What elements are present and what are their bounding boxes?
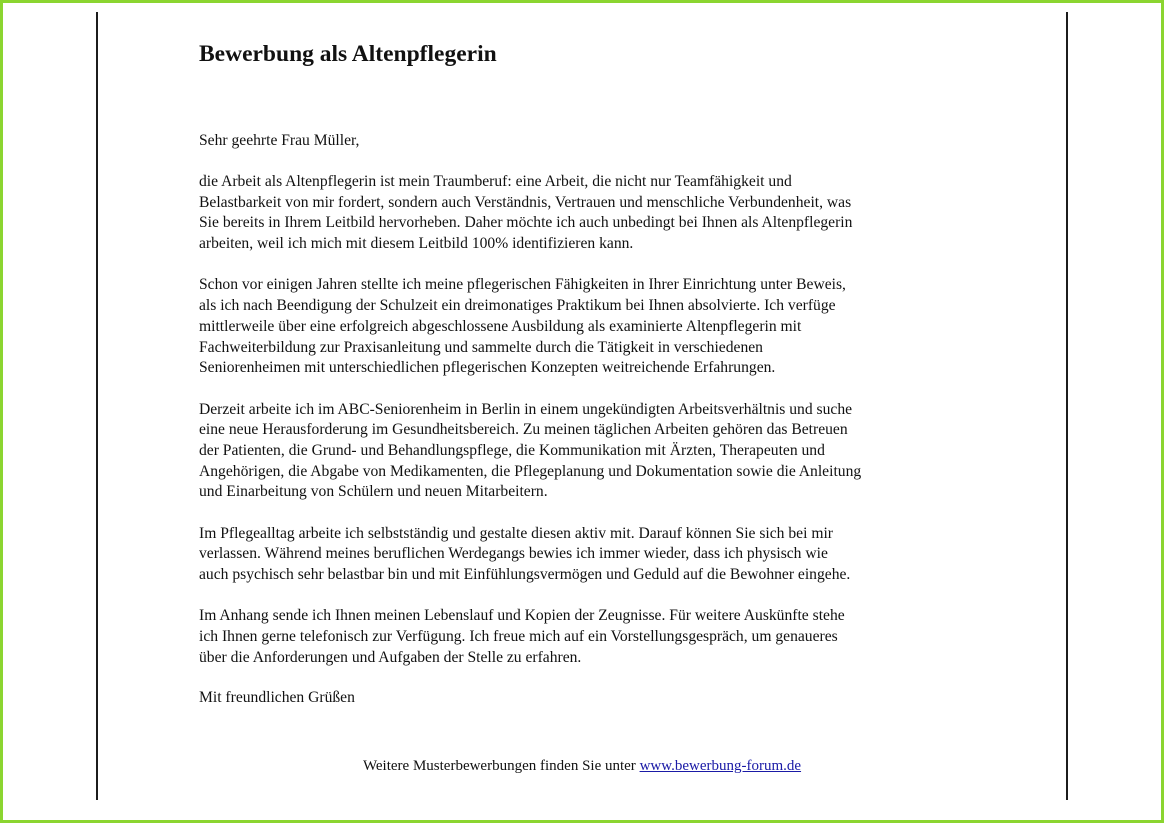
text-line: und Einarbeitung von Schülern und neuen Mitarbeitern.: [199, 483, 548, 501]
paragraph-5: [199, 606, 979, 668]
letter-title: Bewerbung als Altenpflegerin: [199, 41, 497, 67]
text-line: eine neue Herausforderung im Gesundheitsbereich. Zu meinen täglichen Arbeiten gehören das Betreuen: [199, 421, 848, 439]
text-line: Schon vor einigen Jahren stellte ich meine pflegerischen Fähigkeiten in Ihrer Einrichtung unter Beweis,: [199, 276, 846, 294]
text-line: Im Pflegealltag arbeite ich selbstständig und gestalte diesen aktiv mit. Darauf können Sie sich bei mir: [199, 524, 833, 542]
text-line: Im Anhang sende ich Ihnen meinen Lebenslauf und Kopien der Zeugnisse. Für weitere Auskünfte stehe: [199, 607, 845, 625]
closing: Mit freundlichen Grüßen: [199, 689, 355, 706]
paragraph-1: [199, 172, 979, 255]
text-line: verlassen. Während meines beruflichen Werdegangs bewies ich immer wieder, dass ich physisch wie: [199, 545, 828, 563]
footer: [0, 756, 1164, 776]
text-line: Derzeit arbeite ich im ABC-Seniorenheim in Berlin in einem ungekündigten Arbeitsverhältnis und suche: [199, 400, 853, 418]
paragraph-4: [199, 524, 979, 586]
text-line: als ich nach Beendigung der Schulzeit ein dreimonatiges Praktikum bei Ihnen absolvierte. Ich verfüge: [199, 297, 836, 315]
text-line: der Patienten, die Grund- und Behandlungspflege, die Kommunikation mit Ärzten, Therapeuten und: [199, 441, 825, 459]
paragraph-3: [199, 400, 979, 504]
page-right-edge: [1066, 12, 1068, 800]
text-line: Belastbarkeit von mir fordert, sondern auch Verständnis, Vertrauen und menschliche Verbundenheit, was: [199, 193, 852, 211]
page-left-edge: [96, 12, 98, 800]
text-line: Seniorenheimen mit unterschiedlichen pflegerischen Konzepten weitreichende Erfahrungen.: [199, 359, 776, 377]
footer-website-link[interactable]: www.bewerbung-forum.de: [639, 758, 802, 774]
text-line: die Arbeit als Altenpflegerin ist mein Traumberuf: eine Arbeit, die nicht nur Teamfähigkeit und: [199, 173, 792, 190]
paragraph-2: [199, 275, 979, 379]
text-line: arbeiten, weil ich mich mit diesem Leitbild 100% identifizieren kann.: [199, 235, 634, 253]
text-line: auch psychisch sehr belastbar bin und mit Einfühlungsvermögen und Geduld auf die Bewohner eingehe.: [199, 566, 851, 584]
footer-text: Weitere Musterbewerbungen finden Sie unter: [362, 758, 636, 774]
text-line: mittlerweile über eine erfolgreich abgeschlossene Ausbildung als examinierte Altenpflegerin mit: [199, 317, 802, 335]
letter: [199, 38, 979, 706]
letter-body: [199, 172, 979, 689]
text-line: Angehörigen, die Abgabe von Medikamenten, die Pflegeplanung und Dokumentation sowie die Anleitung: [199, 462, 862, 480]
text-line: über die Anforderungen und Aufgaben der Stelle zu erfahren.: [199, 648, 582, 666]
salutation: Sehr geehrte Frau Müller,: [199, 132, 360, 149]
text-line: ich Ihnen gerne telefonisch zur Verfügung. Ich freue mich auf ein Vorstellungsgespräch, um genaueres: [199, 628, 838, 646]
text-line: Sie bereits in Ihrem Leitbild hervorheben. Daher möchte ich auch unbedingt bei Ihnen als Altenpflegerin: [199, 214, 853, 232]
text-line: Fachweiterbildung zur Praxisanleitung und sammelte durch die Tätigkeit in verschiedenen: [199, 338, 763, 356]
